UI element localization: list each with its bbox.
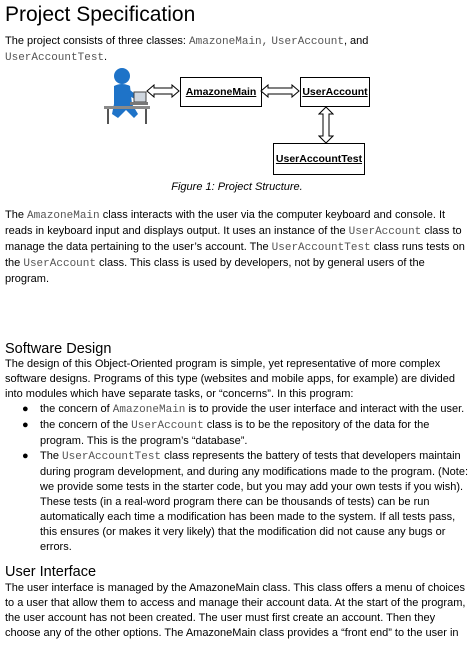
para-text: automatically each time a modification has been made to the system. If all tests pass, (40, 511, 456, 523)
para-text: class represents the battery of tests that developers maintain (161, 450, 461, 462)
double-arrow-icon (260, 84, 300, 98)
para-text: The (5, 209, 28, 221)
class-name: UserAccountTest (62, 451, 162, 463)
para-text: These tests (in a real-word program there can be thousands of tests) can be run (40, 496, 430, 508)
para-text: this ensures (or makes it very likely) that the modification did not cause any bugs or (40, 526, 446, 538)
figure-caption: Figure 1: Project Structure. (171, 181, 303, 193)
bullet-icon: ● (22, 403, 29, 415)
intro-text: . (104, 51, 108, 63)
para-text: class interacts with the user via the computer keyboard and console. It (99, 209, 446, 221)
class-name: UserAccount (131, 420, 204, 432)
class-name: AmazoneMain (112, 404, 186, 416)
double-arrow-icon (318, 106, 334, 144)
para-text: is to provide the user interface and interact with the user. (185, 403, 465, 415)
para-text: class runs tests on (370, 241, 465, 253)
box-label: UserAccountTest (275, 152, 363, 165)
user-interface-paragraph (5, 581, 471, 641)
para-text: we provide some tests in the starter code, but you may add your own tests if you wish). (40, 481, 464, 493)
software-design-paragraph (5, 357, 471, 402)
intro-text: , and (343, 35, 369, 47)
user-at-computer-icon (100, 66, 150, 124)
para-text: manage the data pertaining to the user’s account. The (5, 241, 272, 253)
class-name: UserAccount (23, 258, 96, 270)
para-text: into modules which have separate tasks, or “concerns”. In this program: (5, 388, 354, 400)
box-label: AmazoneMain (185, 85, 257, 98)
para-text: class. This class is used by developers, not by general users of the program. (5, 257, 425, 285)
concerns-list (0, 402, 468, 555)
class-name: UserAccount (348, 226, 422, 238)
class-name: AmazoneMain (27, 210, 100, 222)
box-useraccount (300, 77, 370, 107)
class-name: UserAccountTest (271, 242, 371, 254)
para-text: the user account has not been created. The user must first create an account. Then they (5, 612, 436, 624)
bullet-icon: ● (22, 450, 29, 462)
para-text: class is to be the repository of the data for the (203, 419, 430, 431)
box-label: UserAccount (302, 85, 368, 98)
software-design-heading: Software Design (5, 341, 112, 357)
class-name: AmazoneMain, (189, 36, 269, 48)
class-name: UserAccountTest (5, 52, 105, 64)
para-text: program. This is the program’s “database”. (40, 435, 248, 447)
para-text: the (5, 257, 24, 269)
bullet-icon: ● (22, 419, 29, 431)
box-amazonemain (180, 77, 262, 107)
double-arrow-icon (146, 84, 180, 98)
para-text: class to (421, 225, 462, 237)
list-item (0, 402, 468, 418)
intro-paragraph (5, 34, 471, 66)
user-interface-heading: User Interface (5, 564, 97, 580)
para-text: reads in keyboard input and displays output. It uses an instance of the (5, 225, 349, 237)
para-text: to a user that allow them to access and manage their account data. At the start of the program, (5, 597, 466, 609)
para-text: The user interface is managed by the AmazoneMain class. This class offers a menu of choices (5, 582, 465, 594)
para-text: choose any of the other options. The AmazoneMain class provides a “front end” to the user in (5, 627, 459, 639)
page-title: Project Specification (5, 3, 196, 26)
para-text: during program development, and during any modifications made to the program. (Note: (40, 466, 469, 478)
para-text: the concern of (40, 403, 113, 415)
para-text: errors. (40, 541, 72, 553)
para-text: the concern of the (40, 419, 132, 431)
classes-paragraph (5, 208, 471, 287)
box-useraccounttest (273, 143, 365, 175)
list-item (0, 418, 468, 449)
para-text: software designs. Programs of this type (websites and mobile apps, for example) are divided (5, 373, 455, 385)
para-text: The design of this Object-Oriented program is simple, yet representative of more complex (5, 358, 441, 370)
intro-text: The project consists of three classes: (5, 35, 190, 47)
list-item (0, 449, 468, 555)
para-text: The (40, 450, 63, 462)
class-name: UserAccount (271, 36, 344, 48)
